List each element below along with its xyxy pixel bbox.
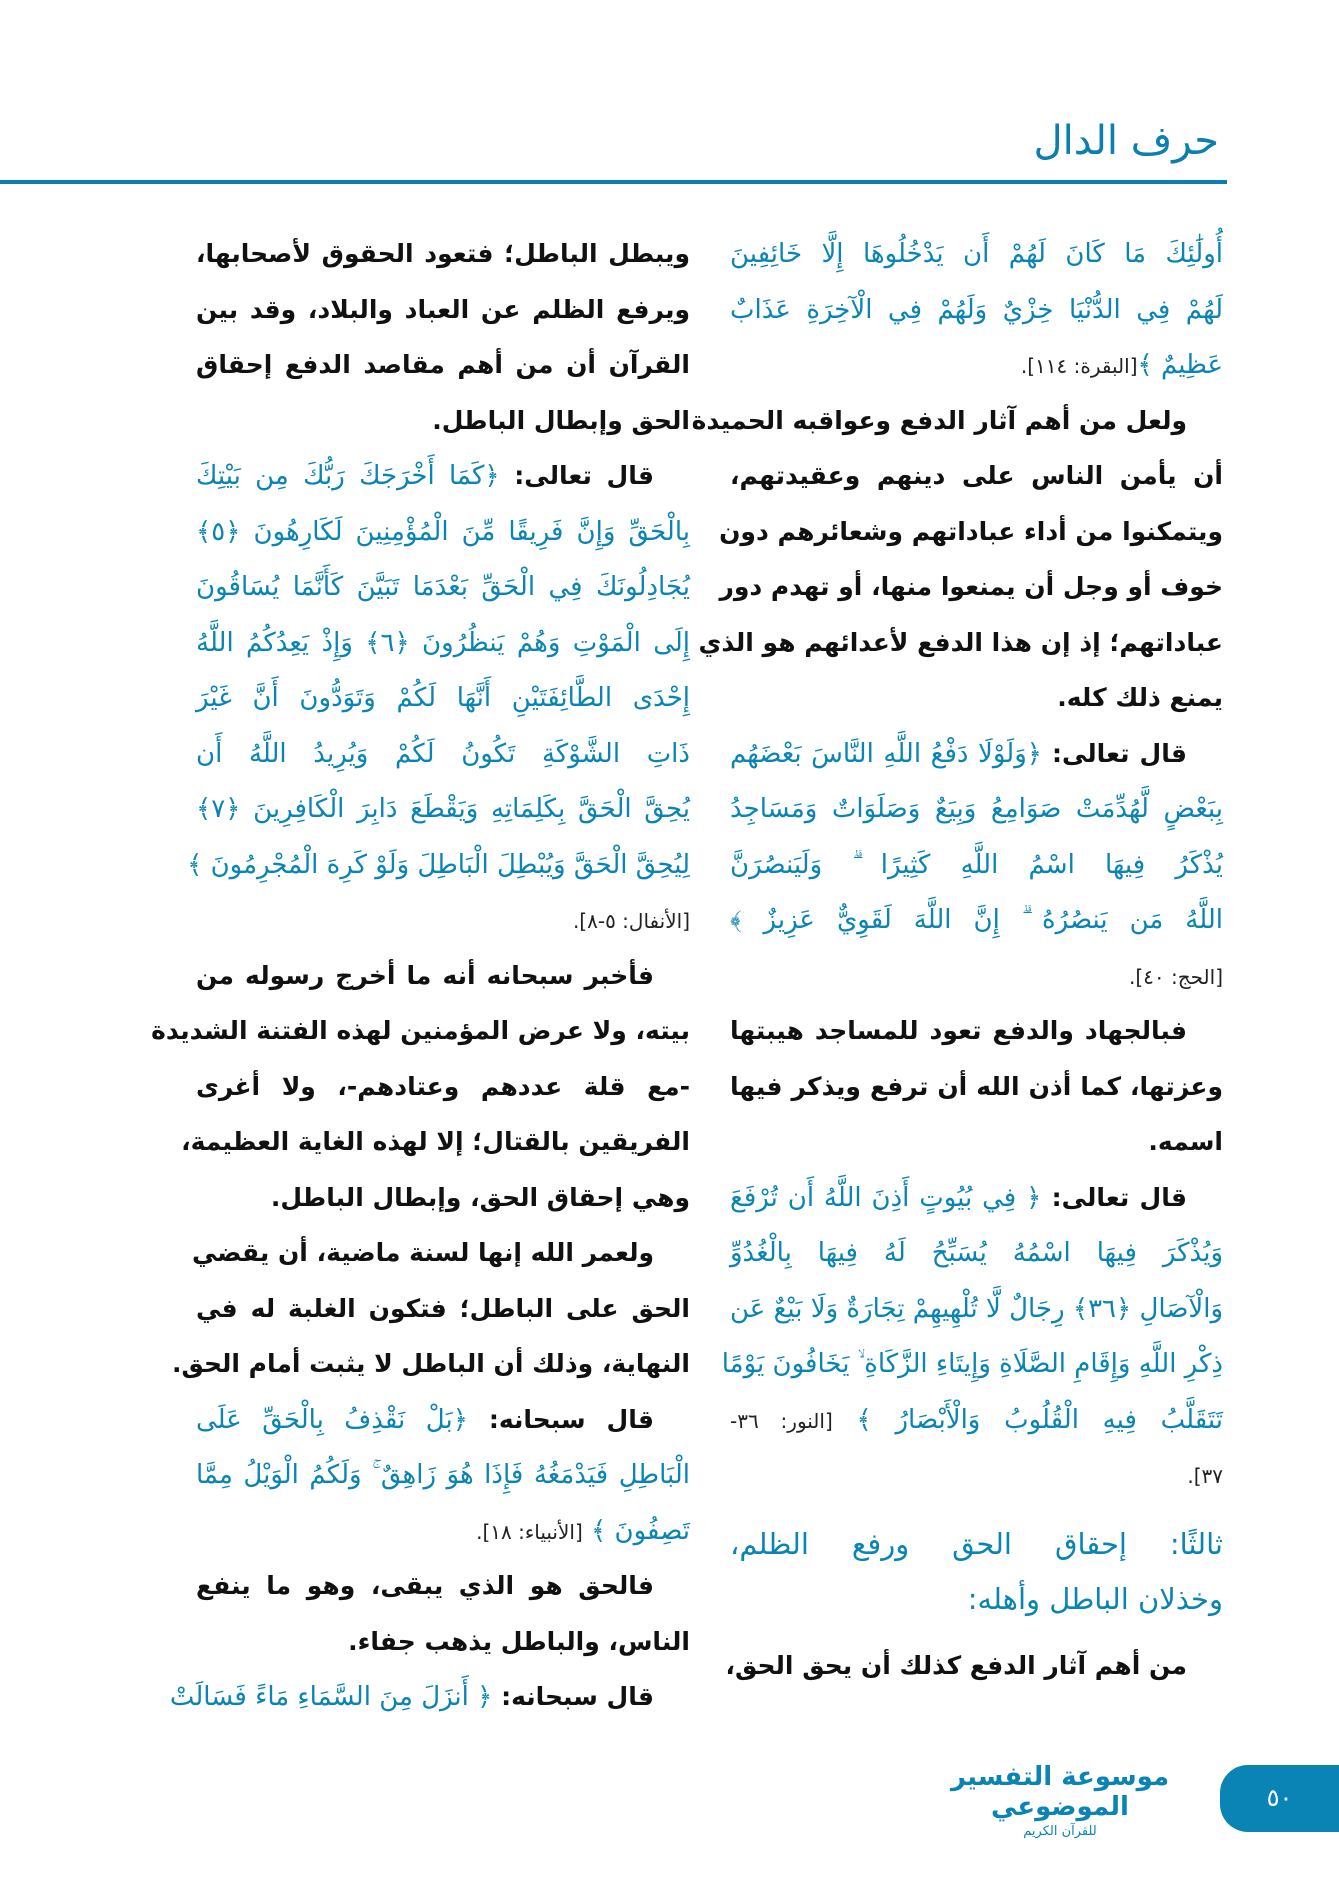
text-line (730, 726, 1223, 782)
paragraph (730, 1003, 1223, 1170)
body-text: قال تعالى: (499, 461, 655, 490)
quran-verse: ﴿وَلَوْلَا دَفْعُ اللَّهِ النَّاسَ بَعْضَهُم (730, 738, 1042, 769)
quran-verse: بِبَعْضٍ لَّهُدِّمَتْ صَوَامِعُ وَبِيَعٌ وَصَلَوَاتٌ وَمَسَاجِدُ (730, 794, 1223, 824)
body-text: النهاية، وذلك أن الباطل لا يثبت أمام الحق. (171, 1349, 690, 1378)
text-line (196, 726, 690, 782)
section-heading: ثالثًا: إحقاق الحق ورفع الظلم، (730, 1526, 1223, 1561)
body-text: قال سبحانه: (467, 1404, 654, 1434)
text-line (730, 837, 1223, 893)
text-line (196, 1059, 690, 1115)
body-text: الحق على الباطل؛ فتكون الغلبة له في (196, 1293, 690, 1323)
body-text: وعزتها، كما أذن الله أن ترفع ويذكر فيها (730, 1071, 1223, 1101)
text-line (730, 1225, 1223, 1281)
body-text: قال تعالى: (1042, 738, 1187, 768)
body-text: اسمه. (1148, 1127, 1223, 1156)
verse-reference: ٣٧]. (1187, 1464, 1223, 1488)
text-line (196, 1392, 690, 1448)
quran-verse: لَهُمْ فِي الدُّنْيَا خِزْيٌ وَلَهُمْ فِي الْآخِرَةِ عَذَابٌ (730, 294, 1223, 325)
text-line (730, 781, 1223, 837)
text-line (730, 1572, 1223, 1628)
body-text: فالحق هو الذي يبقى، وهو ما ينفع (196, 1571, 654, 1600)
text-line (196, 393, 690, 449)
verse-reference: [الأنفال: ٥-٨]. (572, 909, 690, 933)
body-text: الحق وإبطال الباطل. (432, 405, 690, 435)
paragraph (725, 1638, 1223, 1694)
chapter-title: حرف الدال (1033, 118, 1219, 164)
text-line (196, 1558, 690, 1614)
text-line (187, 837, 690, 893)
text-line (169, 1669, 690, 1725)
paragraph (196, 1392, 690, 1559)
paragraph (691, 393, 1223, 726)
paragraph (730, 726, 1223, 1004)
quran-verse: ذِكْرِ اللَّهِ وَإِقَامِ الصَّلَاةِ وَإِيتَاءِ الزَّكَاةِ ۙ يَخَافُونَ يَوْمًا (721, 1349, 1223, 1379)
left-column (151, 226, 691, 1725)
body-text: خوف أو وجل أن يمنعوا منها، أو تهدم دور (719, 572, 1223, 601)
body-text: ويبطل الباطل؛ فتعود الحقوق لأصحابها، (196, 239, 690, 268)
paragraph (169, 1669, 690, 1725)
quran-verse: عَظِيمٌ ﴾ (1137, 350, 1223, 380)
text-line (196, 559, 690, 615)
text-line (196, 1614, 690, 1670)
paragraph (721, 1170, 1223, 1503)
section-heading-block (730, 1517, 1223, 1628)
text-line (191, 1225, 690, 1281)
quran-verse: ذَاتِ الشَّوْكَةِ تَكُونُ لَكُمْ وَيُرِيدُ اللَّهُ أَن (196, 738, 690, 769)
text-line (196, 615, 690, 671)
text-line (730, 1170, 1223, 1226)
text-line (196, 670, 690, 726)
body-text: أن يأمن الناس على دينهم وعقيدتهم، (730, 461, 1223, 490)
body-text: قال تعالى: (1041, 1182, 1188, 1212)
right-column (691, 226, 1223, 1693)
text-line (151, 1003, 690, 1059)
verse-reference: [الحج: ٤٠]. (1128, 964, 1223, 989)
quran-verse: وَالْآصَالِ ﴿٣٦﴾ رِجَالٌ لَّا تُلْهِيهِمْ تِجَارَةٌ وَلَا بَيْعٌ عَن (730, 1293, 1223, 1324)
verse-reference: [النور: ٣٦- (730, 1408, 833, 1433)
text-line (730, 1114, 1223, 1170)
body-text: من أهم آثار الدفع كذلك أن يحق الحق، (725, 1650, 1187, 1680)
body-text: وهي إحقاق الحق، وإبطال الباطل. (270, 1182, 690, 1212)
text-line (730, 1447, 1223, 1503)
text-line (730, 1281, 1223, 1337)
logo-subtitle: للقرآن الكريم (1023, 1824, 1097, 1839)
quran-verse: وَيُذْكَرَ فِيهَا اسْمُهُ يُسَبِّحُ لَهُ فِيهَا بِالْغُدُوِّ (730, 1238, 1223, 1268)
quran-verse: ﴿بَلْ نَقْذِفُ بِالْحَقِّ عَلَى (196, 1404, 468, 1435)
quran-verse: إِحْدَى الطَّائِفَتَيْنِ أَنَّهَا لَكُمْ وَتَوَدُّونَ أَنَّ غَيْرَ (196, 683, 690, 713)
body-text: عباداتهم؛ إذ إن هذا الدفع لأعدائهم هو الذي (698, 627, 1223, 657)
quran-verse: أُولَٰئِكَ مَا كَانَ لَهُمْ أَن يَدْخُلُوهَا إِلَّا خَائِفِينَ (730, 239, 1223, 269)
text-line (730, 670, 1223, 726)
quran-verse: يُجَادِلُونَكَ فِي الْحَقِّ بَعْدَمَا تَبَيَّنَ كَأَنَّمَا يُسَاقُونَ (196, 572, 690, 602)
quran-verse: بِالْحَقِّ وَإِنَّ فَرِيقًا مِّنَ الْمُؤْمِنِينَ لَكَارِهُونَ ﴿٥﴾ (196, 516, 690, 547)
verse-reference: [البقرة: ١١٤]. (1020, 354, 1138, 378)
text-line (730, 1003, 1223, 1059)
text-line (719, 504, 1223, 560)
quran-verse: لِيُحِقَّ الْحَقَّ وَيُبْطِلَ الْبَاطِلَ وَلَوْ كَرِهَ الْمُجْرِمُونَ ﴾ (187, 849, 690, 880)
logo-title: موسوعة التفسير الموضوعي (950, 1762, 1170, 1822)
body-text: فأخبر سبحانه أنه ما أخرج رسوله من (196, 960, 654, 990)
text-line (719, 559, 1223, 615)
text-line (171, 1336, 690, 1392)
body-text: بيته، ولا عرض المؤمنين لهذه الفتنة الشديدة (151, 1016, 690, 1045)
quran-verse: ﴿ فِي بُيُوتٍ أَذِنَ اللَّهُ أَن تُرْفَعَ (730, 1182, 1042, 1213)
quran-verse: تَصِفُونَ ﴾ (582, 1515, 690, 1546)
section-heading: وخذلان الباطل وأهله: (967, 1582, 1223, 1616)
quran-verse: ﴿كَمَا أَخْرَجَكَ رَبُّكَ مِن بَيْتِكَ (196, 461, 500, 491)
text-line (730, 282, 1223, 338)
text-line (196, 226, 690, 282)
header-divider (0, 180, 1227, 184)
body-text: القرآن أن من أهم مقاصد الدفع إحقاق (196, 350, 690, 379)
text-line (730, 948, 1223, 1004)
quran-verse: اللَّهُ مَن يَنصُرُهُ ۗ إِنَّ اللَّهَ لَقَوِيٌّ عَزِيزٌ ﴾ (730, 905, 1223, 935)
text-line (730, 337, 1223, 393)
text-line (691, 393, 1223, 449)
paragraph (196, 1558, 690, 1669)
body-text: -مع قلة عددهم وعتادهم-، ولا أغرى (196, 1071, 690, 1101)
text-line (196, 781, 690, 837)
body-text: ويتمكنوا من أداء عباداتهم وشعائرهم دون (719, 516, 1223, 546)
body-text: الناس، والباطل يذهب جفاء. (348, 1626, 690, 1656)
text-line (730, 226, 1223, 282)
text-line (730, 448, 1223, 504)
quran-verse: إِلَى الْمَوْتِ وَهُمْ يَنظُرُونَ ﴿٦﴾ وَإِذْ يَعِدُكُمُ اللَّهُ (196, 627, 691, 658)
body-text: يمنع ذلك كله. (1057, 683, 1223, 712)
body-text: قال سبحانه: (492, 1682, 654, 1711)
quran-verse: الْبَاطِلِ فَيَدْمَغُهُ فَإِذَا هُوَ زَاهِقٌ ۚ وَلَكُمُ الْوَيْلُ مِمَّا (196, 1460, 690, 1490)
encyclopedia-logo (935, 1762, 1185, 1839)
paragraph (196, 226, 690, 448)
body-text: ولعمر الله إنها لسنة ماضية، أن يقضي (191, 1238, 654, 1267)
quran-verse: يُذْكَرُ فِيهَا اسْمُ اللَّهِ كَثِيرًا ۗ وَلَيَنصُرَنَّ (730, 849, 1223, 880)
text-line (730, 1517, 1223, 1573)
paragraph (171, 1225, 690, 1392)
text-line (730, 892, 1223, 948)
text-line (181, 1114, 690, 1170)
text-line (196, 504, 690, 560)
text-line (730, 1059, 1223, 1115)
text-line (730, 1392, 1223, 1448)
quran-verse: ﴿ أَنزَلَ مِنَ السَّمَاءِ مَاءً فَسَالَتْ (169, 1682, 493, 1712)
body-text: الفريقين بالقتال؛ إلا لهذه الغاية العظيمة، (181, 1127, 690, 1156)
paragraph (151, 948, 690, 1226)
text-line (196, 448, 690, 504)
body-text: ويرفع الظلم عن العباد والبلاد، وقد بين (196, 294, 690, 324)
body-text: فبالجهاد والدفع تعود للمساجد هيبتها (730, 1016, 1187, 1045)
text-line (196, 337, 690, 393)
text-line (698, 615, 1223, 671)
text-line (196, 1447, 690, 1503)
quran-verse: يُحِقَّ الْحَقَّ بِكَلِمَاتِهِ وَيَقْطَعَ دَابِرَ الْكَافِرِينَ ﴿٧﴾ (196, 794, 690, 824)
text-line (196, 1281, 690, 1337)
text-line (196, 892, 690, 948)
verse-reference: [الأنبياء: ١٨]. (476, 1519, 583, 1544)
text-line (721, 1336, 1223, 1392)
text-line (196, 1503, 690, 1559)
quran-verse: تَتَقَلَّبُ فِيهِ الْقُلُوبُ وَالْأَبْصَارُ ﴾ (832, 1404, 1223, 1435)
text-line (725, 1638, 1223, 1694)
paragraph (187, 448, 691, 948)
text-line (196, 282, 690, 338)
page-number: ٥٠ (1220, 1765, 1339, 1832)
body-text: ولعل من أهم آثار الدفع وعواقبه الحميدة (691, 405, 1187, 435)
text-line (196, 1170, 690, 1226)
paragraph (730, 226, 1223, 393)
text-line (196, 948, 690, 1004)
